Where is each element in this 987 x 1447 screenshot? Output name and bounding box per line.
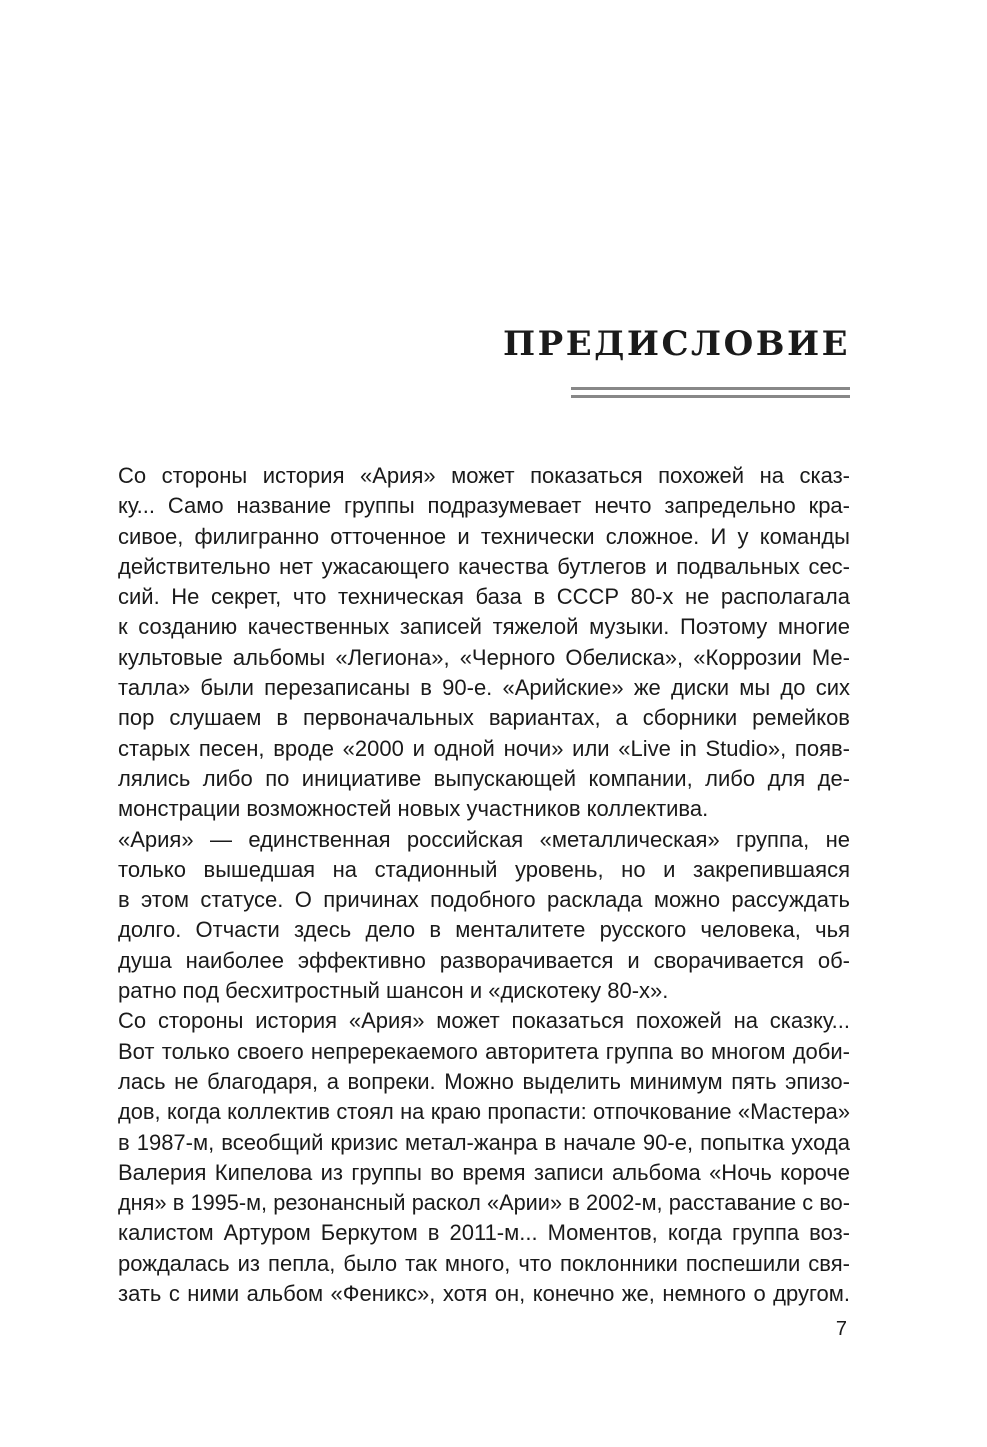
page-number: 7 <box>835 1318 847 1340</box>
text-line: долго. Отчасти здесь дело в менталитете русского человека, чья <box>118 917 850 943</box>
text-line: сивое, филигранно отточенное и технически сложное. И у команды <box>118 523 850 549</box>
text-line: Валерия Кипелова из группы во время записи альбома «Ночь короче <box>118 1159 850 1185</box>
text-line: ку... Само название группы подразумевает нечто запредельно кра- <box>118 493 850 519</box>
text-line: лась не благодаря, а вопреки. Можно выделить минимум пять эпизо- <box>118 1068 850 1094</box>
text-line: Со стороны история «Ария» может показаться похожей на сказку... <box>118 1008 850 1034</box>
text-line: к созданию качественных записей тяжелой музыки. Поэтому многие <box>118 614 850 640</box>
text-line: зать с ними альбом «Феникс», хотя он, конечно же, немного о другом. <box>118 1281 850 1307</box>
text-line: лялись либо по инициативе выпускающей компании, либо для де- <box>118 765 850 791</box>
paragraph-2 <box>88 825 850 1007</box>
paragraph-1 <box>88 461 850 825</box>
text-line: «Ария» — единственная российская «металлическая» группа, не <box>118 826 850 852</box>
text-line: Со стороны история «Ария» может показаться похожей на сказ- <box>118 463 850 488</box>
title-double-rule <box>571 387 850 398</box>
text-line: дов, когда коллектив стоял на краю пропасти: отпочкование «Мастера» <box>118 1099 850 1125</box>
text-line: рождалась из пепла, было так много, что поклонники поспешили свя- <box>118 1250 850 1276</box>
text-line: душа наиболее эффективно разворачивается и сворачивается об- <box>118 947 850 973</box>
text-line: талла» были перезаписаны в 90-е. «Арийские» же диски мы до сих <box>118 675 850 701</box>
text-line: культовые альбомы «Легиона», «Черного Обелиска», «Коррозии Ме- <box>118 644 850 670</box>
text-line: ратно под бесхитростный шансон и «дискотеку 80-х». <box>118 978 669 1004</box>
paragraph-3 <box>88 1006 850 1309</box>
text-line: сий. Не секрет, что техническая база в СССР 80-х не располагала <box>118 584 850 610</box>
text-line: монстрации возможностей новых участников коллектива. <box>118 796 709 822</box>
text-line: в 1987-м, всеобщий кризис метал-жанра в начале 90-е, попытка ухода <box>118 1129 850 1155</box>
text-line: старых песен, вроде «2000 и одной ночи» или «Live in Studio», появ- <box>118 735 850 761</box>
body-text <box>88 461 850 1309</box>
title-rule-bottom <box>571 395 850 398</box>
title-rule-top <box>571 387 850 390</box>
text-line: Вот только своего непререкаемого авторитета группа во многом доби- <box>118 1038 850 1064</box>
chapter-title: ПРЕДИСЛОВИЕ <box>503 324 850 364</box>
text-line: в этом статусе. О причинах подобного расклада можно рассуждать <box>118 887 850 913</box>
text-line: действительно нет ужасающего качества бутлегов и подвальных сес- <box>118 553 850 579</box>
text-line: калистом Артуром Беркутом в 2011-м... Моментов, когда группа воз- <box>118 1220 850 1246</box>
text-line: пор слушаем в первоначальных вариантах, а сборники ремейков <box>118 705 850 731</box>
text-line: дня» в 1995-м, резонансный раскол «Арии» в 2002-м, расставание с во- <box>118 1190 850 1216</box>
text-line: только вышедшая на стадионный уровень, но и закрепившаяся <box>118 856 850 882</box>
